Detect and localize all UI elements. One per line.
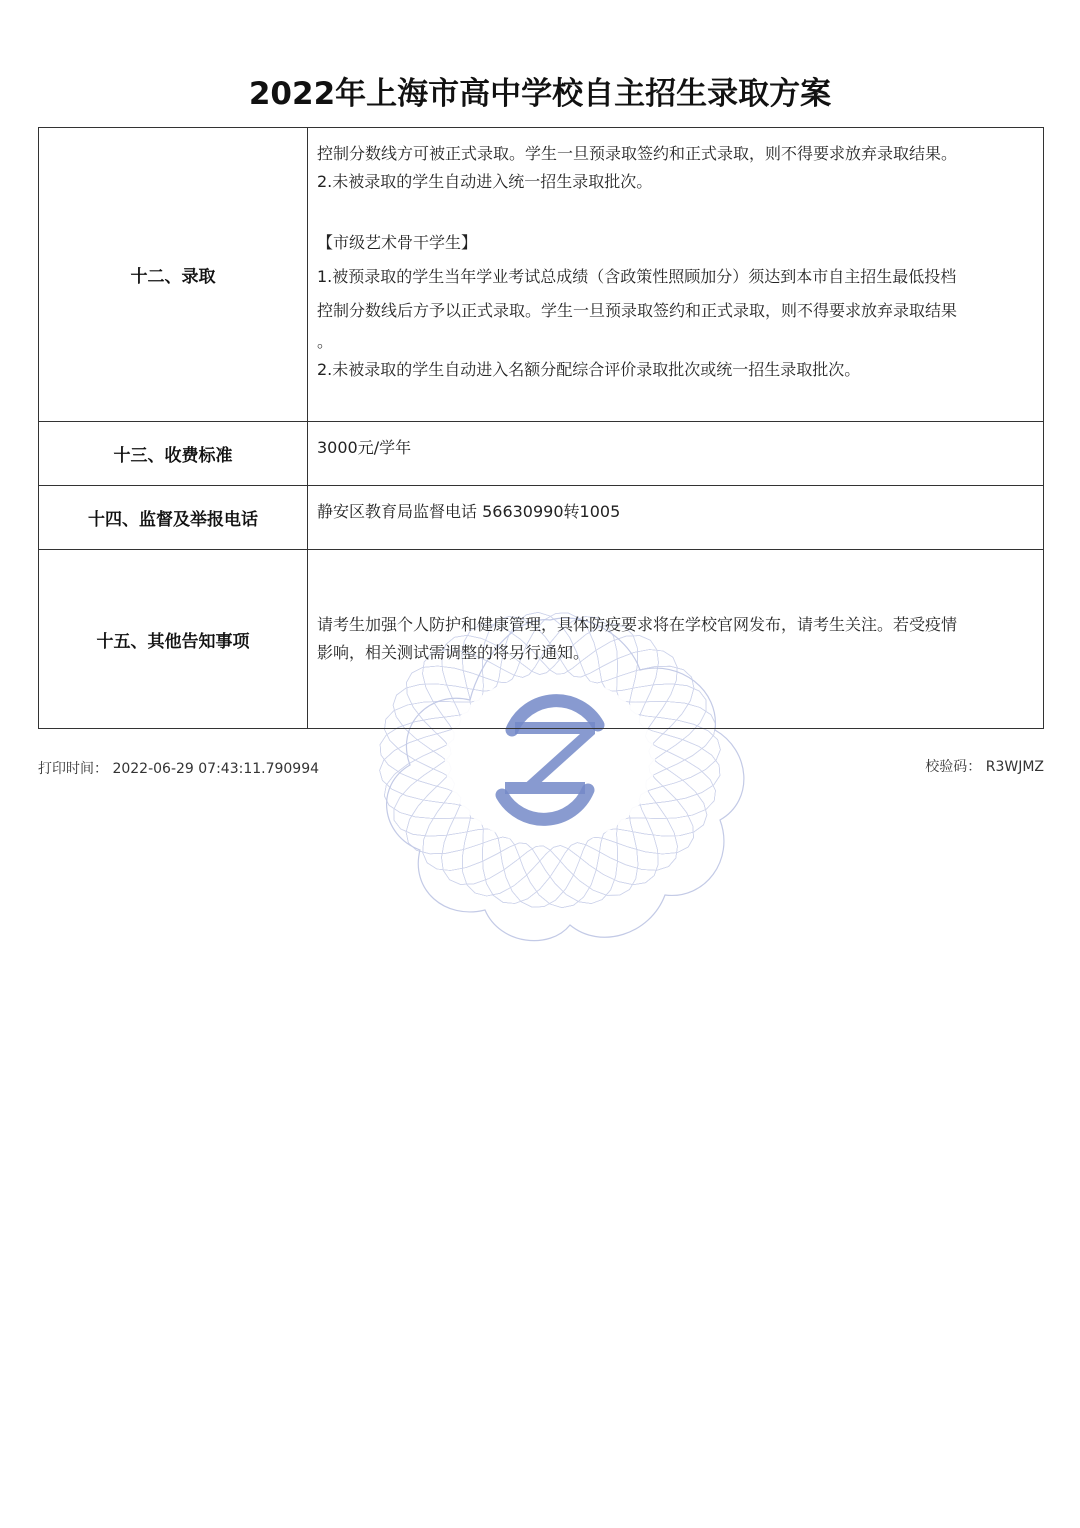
notes-line: 请考生加强个人防护和健康管理，具体防疫要求将在学校官网发布，请考生关注。若受疫情: [317, 615, 958, 634]
row-content-notes: [308, 550, 1044, 729]
row-label-fee: 十三、收费标准: [39, 422, 308, 486]
admission-line: 2.未被录取的学生自动进入统一招生录取批次。: [317, 172, 653, 191]
admission-line: 控制分数线方可被正式录取。学生一旦预录取签约和正式录取，则不得要求放弃录取结果。: [317, 144, 958, 163]
verification-code: 校验码： R3WJMZ: [925, 759, 1044, 775]
row-label-notes: 十五、其他告知事项: [39, 550, 308, 729]
row-content-admission: [308, 128, 1044, 422]
row-label-admission: 十二、录取: [39, 128, 308, 422]
admission-line: 2.未被录取的学生自动进入名额分配综合评价录取批次或统一招生录取批次。: [317, 360, 861, 379]
document-title: 2022年上海市高中学校自主招生录取方案: [248, 76, 832, 112]
row-label-report-phone: 十四、监督及举报电话: [39, 486, 308, 550]
admission-subheading: 【市级艺术骨干学生】: [317, 233, 478, 252]
row-content-fee: 3000元/学年: [308, 422, 1044, 486]
notes-line: 影响，相关测试需调整的将另行通知。: [317, 643, 590, 662]
row-content-report-phone: 静安区教育局监督电话 56630990转1005: [308, 486, 1044, 550]
table-row-admission: [39, 128, 1044, 422]
print-time: 打印时间： 2022-06-29 07:43:11.790994: [38, 761, 320, 777]
admission-line: 。: [317, 332, 334, 351]
admission-line: 1.被预录取的学生当年学业考试总成绩（含政策性照顾加分）须达到本市自主招生最低投档: [317, 267, 957, 286]
admission-line: 控制分数线后方予以正式录取。学生一旦预录取签约和正式录取，则不得要求放弃录取结果: [317, 301, 958, 320]
table-row-fee: [39, 422, 1044, 486]
table-row-report-phone: [39, 486, 1044, 550]
admission-info-table: [38, 127, 1044, 729]
table-row-notes: [39, 550, 1044, 729]
